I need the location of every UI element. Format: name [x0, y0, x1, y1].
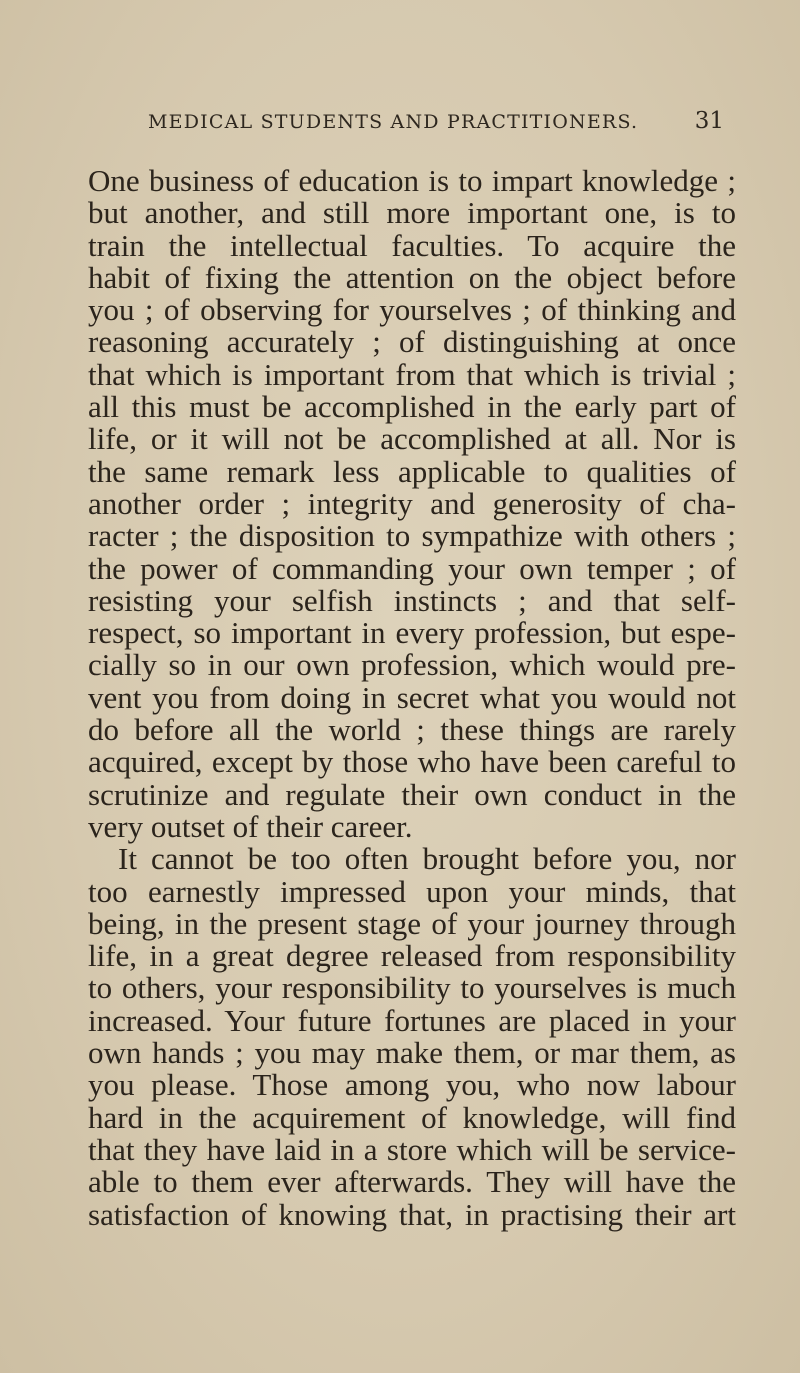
- running-head: [148, 108, 724, 141]
- text-line: scrutinize and regulate their own conduct in the: [88, 776, 736, 812]
- text-line: able to them ever afterwards. They will have the: [88, 1164, 736, 1200]
- text-line: but another, and still more important one, is to: [88, 195, 736, 231]
- text-line: One business of education is to impart knowledge ;: [88, 163, 736, 198]
- text-line: very outset of their career.: [88, 808, 413, 844]
- page-number: 31: [694, 108, 724, 134]
- text-line: resisting your selfish instincts ; and that self-: [88, 582, 736, 618]
- text-line: to others, your responsibility to yourselves is much: [88, 970, 736, 1006]
- text-line: all this must be accomplished in the early part of: [88, 389, 736, 425]
- text-line: It cannot be too often brought before you, nor: [118, 841, 736, 877]
- text-line: do before all the world ; these things are rarely: [88, 712, 736, 748]
- text-line: reasoning accurately ; of distinguishing at once: [88, 324, 736, 360]
- text-line: vent you from doing in secret what you would not: [88, 679, 736, 715]
- text-line: the same remark less applicable to qualities of: [88, 453, 736, 489]
- text-line: satisfaction of knowing that, in practising their art: [88, 1196, 736, 1232]
- body-text: [88, 165, 736, 1231]
- text-line: another order ; integrity and generosity of cha-: [88, 485, 736, 521]
- text-line: that which is important from that which is trivial ;: [88, 356, 736, 392]
- text-line: that they have laid in a store which will be service-: [88, 1131, 736, 1167]
- text-line: habit of fixing the attention on the object before: [88, 259, 736, 295]
- text-line: you please. Those among you, who now labour: [88, 1067, 736, 1103]
- text-line: the power of commanding your own temper ; of: [88, 550, 736, 586]
- text-line: own hands ; you may make them, or mar them, as: [88, 1035, 736, 1071]
- text-line: acquired, except by those who have been careful to: [88, 744, 736, 780]
- text-line: hard in the acquirement of knowledge, will find: [88, 1099, 736, 1135]
- text-line: racter ; the disposition to sympathize with others ;: [88, 518, 736, 554]
- text-line: respect, so important in every profession, but espe-: [88, 615, 736, 651]
- text-line: train the intellectual faculties. To acquire the: [88, 227, 736, 263]
- text-line: increased. Your future fortunes are placed in your: [88, 1002, 736, 1038]
- running-title: MEDICAL STUDENTS AND PRACTITIONERS.: [148, 111, 639, 133]
- text-line: being, in the present stage of your journey through: [88, 905, 736, 941]
- text-line: life, or it will not be accomplished at all. Nor is: [88, 421, 736, 457]
- text-line: life, in a great degree released from responsibility: [88, 938, 736, 974]
- text-line: too earnestly impressed upon your minds, that: [88, 873, 736, 909]
- text-line: you ; of observing for yourselves ; of thinking and: [88, 292, 736, 328]
- text-line: cially so in our own profession, which would pre-: [88, 647, 736, 683]
